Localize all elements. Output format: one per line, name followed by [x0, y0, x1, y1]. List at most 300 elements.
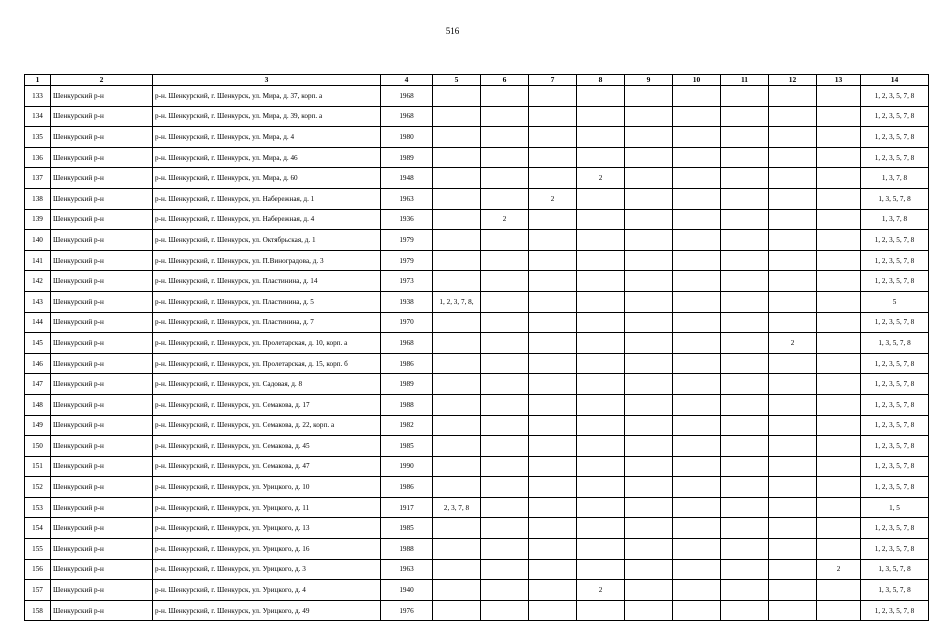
value-cell [481, 436, 529, 457]
value-cell [721, 147, 769, 168]
value-cell [625, 106, 673, 127]
value-cell [817, 580, 861, 601]
table-row [25, 271, 929, 292]
value-cell [529, 86, 577, 107]
district-cell: Шенкурский р-н [51, 147, 153, 168]
district-cell: Шенкурский р-н [51, 188, 153, 209]
value-cell [481, 127, 529, 148]
value-cell [481, 147, 529, 168]
row-number-cell: 143 [25, 291, 51, 312]
value-cell [721, 250, 769, 271]
row-number-cell: 134 [25, 106, 51, 127]
address-cell: р-н. Шенкурский, г. Шенкурск, ул. Семакова, д. 22, корп. а [153, 415, 381, 436]
address-cell: р-н. Шенкурский, г. Шенкурск, ул. Пролетарская, д. 10, корп. а [153, 333, 381, 354]
value-cell [577, 456, 625, 477]
address-cell: р-н. Шенкурский, г. Шенкурск, ул. Урицкого, д. 49 [153, 600, 381, 621]
table-row [25, 188, 929, 209]
value-cell [481, 271, 529, 292]
year-cell: 1989 [381, 147, 433, 168]
value-cell [673, 188, 721, 209]
district-cell: Шенкурский р-н [51, 580, 153, 601]
address-cell: р-н. Шенкурский, г. Шенкурск, ул. Урицкого, д. 16 [153, 539, 381, 560]
row-number-cell: 138 [25, 188, 51, 209]
value-cell [721, 271, 769, 292]
value-cell [481, 497, 529, 518]
value-cell [673, 353, 721, 374]
value-cell [769, 127, 817, 148]
value-cell [577, 271, 625, 292]
table-row [25, 456, 929, 477]
address-cell: р-н. Шенкурский, г. Шенкурск, ул. Пролетарская, д. 15, корп. б [153, 353, 381, 374]
value-cell [577, 477, 625, 498]
address-cell: р-н. Шенкурский, г. Шенкурск, ул. Мира, д. 46 [153, 147, 381, 168]
table-row [25, 394, 929, 415]
address-cell: р-н. Шенкурский, г. Шенкурск, ул. Пластинина, д. 14 [153, 271, 381, 292]
value-cell [625, 291, 673, 312]
codes-cell: 1, 2, 3, 5, 7, 8 [861, 250, 929, 271]
value-cell [721, 106, 769, 127]
codes-cell: 1, 2, 3, 5, 7, 8 [861, 477, 929, 498]
value-cell [433, 147, 481, 168]
codes-cell: 1, 3, 5, 7, 8 [861, 333, 929, 354]
value-cell [433, 250, 481, 271]
district-cell: Шенкурский р-н [51, 291, 153, 312]
year-cell: 1917 [381, 497, 433, 518]
value-cell [625, 436, 673, 457]
value-cell [625, 333, 673, 354]
year-cell: 1936 [381, 209, 433, 230]
column-header: 4 [381, 75, 433, 86]
district-cell: Шенкурский р-н [51, 312, 153, 333]
value-cell [481, 374, 529, 395]
row-number-cell: 153 [25, 497, 51, 518]
year-cell: 1938 [381, 291, 433, 312]
value-cell [433, 415, 481, 436]
value-cell [433, 168, 481, 189]
value-cell [433, 436, 481, 457]
value-cell [577, 415, 625, 436]
value-cell [433, 230, 481, 251]
table-row [25, 374, 929, 395]
column-header: 8 [577, 75, 625, 86]
value-cell [625, 353, 673, 374]
value-cell [529, 147, 577, 168]
value-cell [769, 374, 817, 395]
district-cell: Шенкурский р-н [51, 209, 153, 230]
value-cell [577, 86, 625, 107]
year-cell: 1970 [381, 312, 433, 333]
column-header: 10 [673, 75, 721, 86]
value-cell [817, 271, 861, 292]
value-cell [769, 477, 817, 498]
codes-cell: 1, 2, 3, 5, 7, 8 [861, 518, 929, 539]
row-number-cell: 155 [25, 539, 51, 560]
value-cell [817, 353, 861, 374]
value-cell [481, 291, 529, 312]
value-cell [721, 394, 769, 415]
value-cell [721, 312, 769, 333]
row-number-cell: 157 [25, 580, 51, 601]
table-row [25, 436, 929, 457]
address-cell: р-н. Шенкурский, г. Шенкурск, ул. Семакова, д. 17 [153, 394, 381, 415]
table-row [25, 147, 929, 168]
value-cell [769, 86, 817, 107]
value-cell [481, 539, 529, 560]
value-cell [673, 415, 721, 436]
district-cell: Шенкурский р-н [51, 415, 153, 436]
value-cell [625, 559, 673, 580]
value-cell [433, 188, 481, 209]
value-cell [577, 518, 625, 539]
value-cell [817, 168, 861, 189]
value-cell [625, 600, 673, 621]
value-cell [769, 312, 817, 333]
column-header: 11 [721, 75, 769, 86]
district-cell: Шенкурский р-н [51, 353, 153, 374]
value-cell [817, 415, 861, 436]
value-cell [577, 106, 625, 127]
address-cell: р-н. Шенкурский, г. Шенкурск, ул. Пластинина, д. 5 [153, 291, 381, 312]
year-cell: 1988 [381, 394, 433, 415]
value-cell: 2 [769, 333, 817, 354]
value-cell [433, 580, 481, 601]
value-cell [625, 250, 673, 271]
value-cell [625, 497, 673, 518]
value-cell [529, 600, 577, 621]
table-row [25, 230, 929, 251]
value-cell [817, 394, 861, 415]
value-cell [625, 394, 673, 415]
value-cell [529, 497, 577, 518]
value-cell [673, 374, 721, 395]
value-cell [673, 456, 721, 477]
value-cell [769, 497, 817, 518]
value-cell [769, 394, 817, 415]
value-cell [529, 106, 577, 127]
value-cell [721, 497, 769, 518]
value-cell [529, 230, 577, 251]
codes-cell: 5 [861, 291, 929, 312]
value-cell [481, 600, 529, 621]
value-cell [577, 374, 625, 395]
row-number-cell: 136 [25, 147, 51, 168]
value-cell [625, 539, 673, 560]
value-cell [625, 188, 673, 209]
value-cell [433, 127, 481, 148]
row-number-cell: 152 [25, 477, 51, 498]
value-cell [625, 415, 673, 436]
column-header: 3 [153, 75, 381, 86]
value-cell [769, 106, 817, 127]
table-row [25, 600, 929, 621]
year-cell: 1976 [381, 600, 433, 621]
value-cell: 2 [481, 209, 529, 230]
value-cell [433, 539, 481, 560]
value-cell [721, 600, 769, 621]
value-cell [577, 436, 625, 457]
data-table [24, 74, 929, 621]
codes-cell: 1, 2, 3, 5, 7, 8 [861, 374, 929, 395]
value-cell [529, 209, 577, 230]
address-cell: р-н. Шенкурский, г. Шенкурск, ул. Садовая, д. 8 [153, 374, 381, 395]
value-cell [817, 436, 861, 457]
value-cell [529, 518, 577, 539]
year-cell: 1980 [381, 127, 433, 148]
value-cell [577, 209, 625, 230]
value-cell [529, 477, 577, 498]
address-cell: р-н. Шенкурский, г. Шенкурск, ул. Набережная, д. 1 [153, 188, 381, 209]
value-cell [433, 559, 481, 580]
address-cell: р-н. Шенкурский, г. Шенкурск, ул. Урицкого, д. 3 [153, 559, 381, 580]
value-cell [817, 518, 861, 539]
codes-cell: 1, 2, 3, 5, 7, 8 [861, 312, 929, 333]
codes-cell: 1, 2, 3, 5, 7, 8 [861, 86, 929, 107]
district-cell: Шенкурский р-н [51, 456, 153, 477]
value-cell [817, 312, 861, 333]
value-cell [721, 539, 769, 560]
row-number-cell: 135 [25, 127, 51, 148]
value-cell [721, 230, 769, 251]
value-cell [481, 106, 529, 127]
address-cell: р-н. Шенкурский, г. Шенкурск, ул. Мира, д. 37, корп. а [153, 86, 381, 107]
value-cell [721, 127, 769, 148]
value-cell [433, 333, 481, 354]
row-number-cell: 141 [25, 250, 51, 271]
value-cell [673, 147, 721, 168]
value-cell [721, 415, 769, 436]
address-cell: р-н. Шенкурский, г. Шенкурск, ул. Пластинина, д. 7 [153, 312, 381, 333]
district-cell: Шенкурский р-н [51, 518, 153, 539]
codes-cell: 1, 3, 7, 8 [861, 168, 929, 189]
year-cell: 1963 [381, 559, 433, 580]
value-cell [721, 333, 769, 354]
value-cell [529, 333, 577, 354]
value-cell [673, 436, 721, 457]
table-row [25, 580, 929, 601]
table-row [25, 168, 929, 189]
value-cell [817, 127, 861, 148]
value-cell [673, 333, 721, 354]
value-cell: 2 [817, 559, 861, 580]
district-cell: Шенкурский р-н [51, 436, 153, 457]
table-row [25, 250, 929, 271]
value-cell [577, 291, 625, 312]
codes-cell: 1, 2, 3, 5, 7, 8 [861, 147, 929, 168]
value-cell [481, 188, 529, 209]
district-cell: Шенкурский р-н [51, 250, 153, 271]
district-cell: Шенкурский р-н [51, 86, 153, 107]
value-cell [481, 559, 529, 580]
value-cell [433, 106, 481, 127]
row-number-cell: 137 [25, 168, 51, 189]
value-cell [769, 518, 817, 539]
value-cell [817, 147, 861, 168]
district-cell: Шенкурский р-н [51, 600, 153, 621]
district-cell: Шенкурский р-н [51, 477, 153, 498]
value-cell [625, 312, 673, 333]
year-cell: 1982 [381, 415, 433, 436]
value-cell [577, 394, 625, 415]
row-number-cell: 145 [25, 333, 51, 354]
value-cell [577, 127, 625, 148]
column-header: 5 [433, 75, 481, 86]
value-cell [481, 312, 529, 333]
value-cell [673, 209, 721, 230]
year-cell: 1968 [381, 106, 433, 127]
value-cell: 2 [529, 188, 577, 209]
table-row [25, 312, 929, 333]
value-cell [721, 477, 769, 498]
codes-cell: 1, 2, 3, 5, 7, 8 [861, 436, 929, 457]
value-cell [769, 188, 817, 209]
year-cell: 1979 [381, 250, 433, 271]
row-number-cell: 154 [25, 518, 51, 539]
row-number-cell: 151 [25, 456, 51, 477]
value-cell [673, 312, 721, 333]
row-number-cell: 158 [25, 600, 51, 621]
value-cell [721, 456, 769, 477]
value-cell [769, 539, 817, 560]
value-cell [673, 86, 721, 107]
value-cell: 1, 2, 3, 7, 8, [433, 291, 481, 312]
value-cell [529, 559, 577, 580]
page-number: 516 [445, 26, 460, 36]
codes-cell: 1, 2, 3, 5, 7, 8 [861, 394, 929, 415]
column-header: 7 [529, 75, 577, 86]
column-header: 2 [51, 75, 153, 86]
codes-cell: 1, 2, 3, 5, 7, 8 [861, 106, 929, 127]
row-number-cell: 133 [25, 86, 51, 107]
value-cell [529, 353, 577, 374]
value-cell [529, 271, 577, 292]
table-row [25, 353, 929, 374]
year-cell: 1988 [381, 539, 433, 560]
district-cell: Шенкурский р-н [51, 230, 153, 251]
value-cell [625, 518, 673, 539]
value-cell [481, 250, 529, 271]
value-cell [433, 271, 481, 292]
row-number-cell: 149 [25, 415, 51, 436]
address-cell: р-н. Шенкурский, г. Шенкурск, ул. Урицкого, д. 13 [153, 518, 381, 539]
codes-cell: 1, 2, 3, 5, 7, 8 [861, 353, 929, 374]
value-cell [673, 291, 721, 312]
table-row [25, 539, 929, 560]
value-cell [529, 168, 577, 189]
value-cell [673, 559, 721, 580]
column-header: 9 [625, 75, 673, 86]
table-row [25, 127, 929, 148]
codes-cell: 1, 2, 3, 5, 7, 8 [861, 415, 929, 436]
value-cell [529, 539, 577, 560]
value-cell [481, 168, 529, 189]
district-cell: Шенкурский р-н [51, 127, 153, 148]
table-body [25, 86, 929, 621]
district-cell: Шенкурский р-н [51, 559, 153, 580]
address-cell: р-н. Шенкурский, г. Шенкурск, ул. П.Виноградова, д. 3 [153, 250, 381, 271]
row-number-cell: 139 [25, 209, 51, 230]
value-cell: 2 [577, 168, 625, 189]
value-cell: 2 [577, 580, 625, 601]
value-cell [577, 600, 625, 621]
value-cell [817, 374, 861, 395]
year-cell: 1968 [381, 86, 433, 107]
value-cell [673, 394, 721, 415]
value-cell [769, 271, 817, 292]
table-row [25, 497, 929, 518]
value-cell [769, 580, 817, 601]
value-cell [721, 209, 769, 230]
value-cell [433, 353, 481, 374]
value-cell [673, 580, 721, 601]
address-cell: р-н. Шенкурский, г. Шенкурск, ул. Семакова, д. 45 [153, 436, 381, 457]
value-cell [673, 271, 721, 292]
value-cell [817, 291, 861, 312]
value-cell [481, 230, 529, 251]
value-cell [817, 539, 861, 560]
value-cell [817, 497, 861, 518]
value-cell [673, 539, 721, 560]
value-cell [817, 333, 861, 354]
value-cell [625, 147, 673, 168]
value-cell [577, 353, 625, 374]
value-cell [433, 86, 481, 107]
value-cell [625, 230, 673, 251]
value-cell [577, 188, 625, 209]
value-cell [433, 374, 481, 395]
value-cell [433, 312, 481, 333]
value-cell [577, 312, 625, 333]
row-number-cell: 146 [25, 353, 51, 374]
column-header: 1 [25, 75, 51, 86]
year-cell: 1985 [381, 518, 433, 539]
value-cell [625, 127, 673, 148]
value-cell [481, 415, 529, 436]
address-cell: р-н. Шенкурский, г. Шенкурск, ул. Урицкого, д. 4 [153, 580, 381, 601]
value-cell [769, 147, 817, 168]
district-cell: Шенкурский р-н [51, 106, 153, 127]
codes-cell: 1, 2, 3, 5, 7, 8 [861, 127, 929, 148]
codes-cell: 1, 3, 5, 7, 8 [861, 559, 929, 580]
value-cell [481, 86, 529, 107]
codes-cell: 1, 3, 5, 7, 8 [861, 580, 929, 601]
address-cell: р-н. Шенкурский, г. Шенкурск, ул. Мира, д. 60 [153, 168, 381, 189]
value-cell [673, 168, 721, 189]
value-cell [625, 477, 673, 498]
value-cell [769, 353, 817, 374]
value-cell [433, 456, 481, 477]
value-cell [481, 456, 529, 477]
value-cell [817, 209, 861, 230]
value-cell [721, 559, 769, 580]
header-row [25, 75, 929, 86]
value-cell [529, 127, 577, 148]
year-cell: 1990 [381, 456, 433, 477]
row-number-cell: 140 [25, 230, 51, 251]
value-cell [577, 497, 625, 518]
value-cell [529, 250, 577, 271]
value-cell [673, 127, 721, 148]
value-cell [817, 456, 861, 477]
value-cell [529, 580, 577, 601]
value-cell [673, 477, 721, 498]
table-row [25, 86, 929, 107]
value-cell [673, 518, 721, 539]
value-cell [817, 477, 861, 498]
value-cell [721, 518, 769, 539]
value-cell [433, 518, 481, 539]
table-row [25, 518, 929, 539]
value-cell [769, 230, 817, 251]
